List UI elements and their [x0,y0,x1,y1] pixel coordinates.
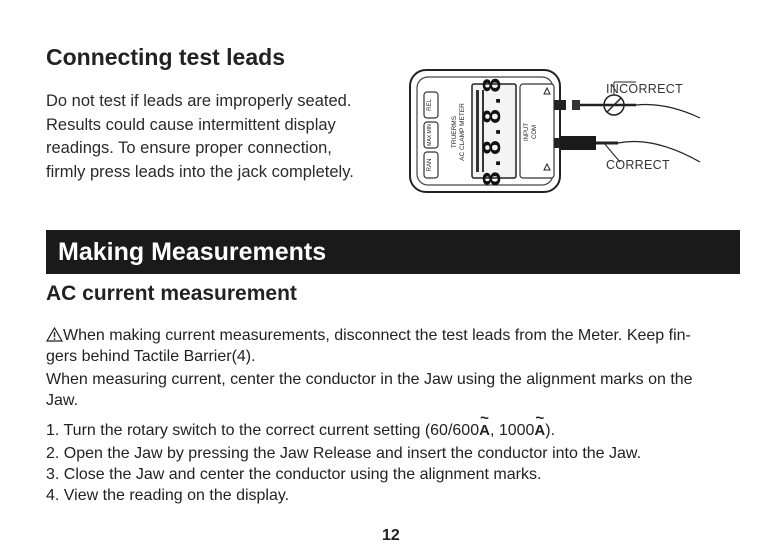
test-lead-connection-figure [404,62,704,200]
center-line-1: When measuring current, center the conductor in the Jaw using the alignment marks on the [46,371,693,388]
page-number: 12 [382,527,400,544]
step-1-separator: , 1000 [489,422,535,439]
step-3: 3. Close the Jaw and center the conductor using the alignment marks. [46,466,542,483]
step-1 [46,418,555,440]
warning-line-2: gers behind Tactile Barrier(4). [46,348,256,365]
incorrect-label: INCORRECT [606,82,684,96]
step-2: 2. Open the Jaw by pressing the Jaw Release and insert the conductor into the Jaw. [46,445,642,462]
section-heading-ac-current: AC current measurement [46,282,297,305]
meter-brand: TRUERMS [451,115,458,149]
connecting-line-1: Do not test if leads are improperly seated. [46,92,352,110]
step-4: 4. View the reading on the display. [46,487,290,504]
ac-amps-symbol: ~ A [479,418,490,439]
display-digits: 8.8.8.8 [478,77,508,187]
section-banner [46,230,740,274]
connecting-line-4: firmly press leads into the jack completely. [46,162,354,181]
warning-paragraph [46,325,746,367]
banner-title: Making Measurements [58,238,327,266]
jack-label-input: INPUT [524,123,530,141]
ac-amps-symbol: ~ A [534,418,545,439]
button-label-rel: REL [427,99,433,111]
step-1-text: 1. Turn the rotary switch to the correct current setting (60/600 [46,422,480,439]
warning-triangle-icon [46,327,63,342]
connecting-line-2: Results could cause intermittent display [46,115,336,134]
connecting-line-3: readings. To ensure proper connection, [46,139,332,157]
button-label-ran: RAN [427,158,433,172]
step-1-suffix: ). [545,422,556,439]
correct-label: CORRECT [606,158,670,172]
warning-line-1: When making current measurements, disconnect the test leads from the Meter. Keep fin- [63,327,691,344]
center-conductor-paragraph [46,369,746,411]
section-heading-connecting-test-leads: Connecting test leads [46,44,285,70]
center-line-2: Jaw. [46,392,79,409]
meter-model: AC CLAMP METER [459,103,466,161]
connecting-paragraph [46,90,391,184]
button-label-maxmin: MAX MIN [427,124,433,146]
jack-label-com: COM [532,125,538,139]
